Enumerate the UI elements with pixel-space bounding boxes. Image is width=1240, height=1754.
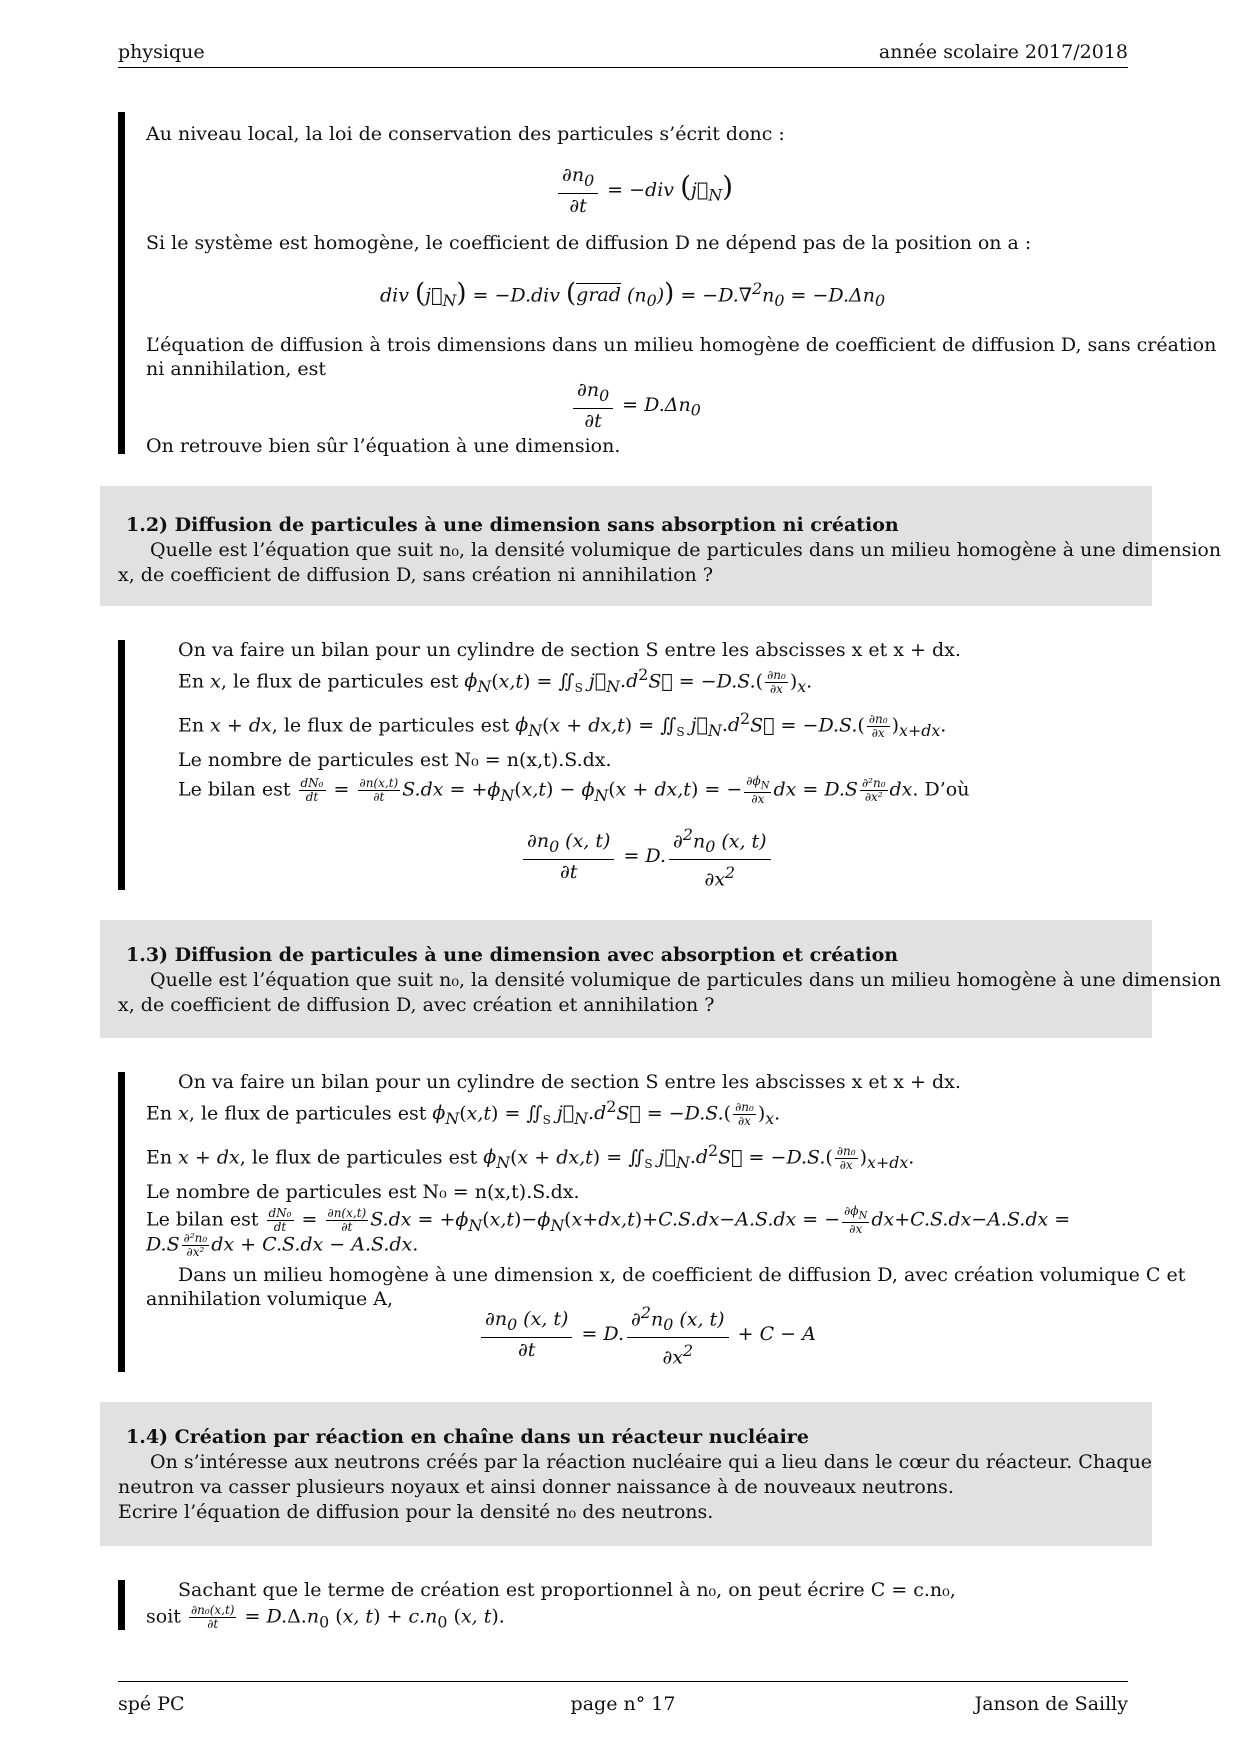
header-rule [118,67,1128,68]
page-footer [118,1692,1128,1717]
answer-1-3-line-4: Le nombre de particules est N₀ = n(x,t).S.dx. [146,1181,580,1203]
equation-diffusion-1d-source: $\frac{\partial n_0 (x, t)}{\partial t}$ = D. $\frac{\partial^2n_0 (x, t)}{\partial x^2}$ + C − A [478,1300,816,1370]
header-subject: physique [118,41,205,63]
question-title-1-3: 1.3) Diffusion de particules à une dimension avec absorption et création [126,944,899,966]
question-1-2-line-1: Quelle est l’équation que suit n₀, la densité volumique de particules dans un milieu homogène à une dimension [150,539,1222,561]
answer-1-2-line-4: Le nombre de particules est N₀ = n(x,t).S.dx. [178,749,612,771]
footer-school: Janson de Sailly [974,1693,1128,1715]
answer-1-3-line-2: En x, le flux de particules est $\phi_N(x,t)$ = $∬_S$ $j⃗_N.d^2S⃗ = -D.S$.( $\frac{\text{∂n₀}}{\partial x}$ )$_x$. [146,1097,781,1129]
answer-1-3-line-8: annihilation volumique A, [146,1288,394,1310]
answer-1-1-text-4: ni annihilation, est [146,358,327,380]
equation-diffusion-3d: $\frac{\partial n_0}{\partial t}$ = $D.\Delta n_0$ [570,378,701,434]
question-1-3-line-1: Quelle est l’équation que suit n₀, la densité volumique de particules dans un milieu homogène à une dimension [150,969,1222,991]
question-1-4-line-2: neutron va casser plusieurs noyaux et ainsi donner naissance à de nouveaux neutrons. [118,1476,954,1498]
question-1-4-line-1: On s’intéresse aux neutrons créés par la réaction nucléaire qui a lieu dans le cœur du réacteur. Chaque [150,1451,1153,1473]
answer-block-1-2 [118,640,125,890]
page-header [118,40,1128,65]
answer-block-1-1 [118,112,125,454]
answer-block-1-4 [118,1580,125,1630]
header-year: année scolaire 2017/2018 [878,41,1128,63]
answer-1-3-line-3: En x + dx, le flux de particules est $\phi_N(x + dx,t)$ = $∬_S$ $j⃗_N.d^2S⃗ = -D.S$.( $\frac{\text{∂n₀}}{\partial x}$ )$_{x+dx}$. [146,1141,915,1173]
answer-1-1-text-2: Si le système est homogène, le coefficient de diffusion D ne dépend pas de la position on a : [146,232,1032,254]
question-box-1-4 [100,1402,1152,1546]
question-1-3-line-2: x, de coefficient de diffusion D, avec création et annihilation ? [118,994,715,1016]
question-1-2-line-2: x, de coefficient de diffusion D, sans création ni annihilation ? [118,564,714,586]
question-title-1-2: 1.2) Diffusion de particules à une dimension sans absorption ni création [126,514,899,536]
answer-1-4-line-1: Sachant que le terme de création est proportionnel à n₀, on peut écrire C = c.n₀, [178,1579,956,1601]
answer-1-3-line-1: On va faire un bilan pour un cylindre de section S entre les abscisses x et x + dx. [178,1071,961,1093]
question-box-1-2 [100,486,1222,606]
answer-1-1-text-1: Au niveau local, la loi de conservation des particules s’écrit donc : [146,123,785,145]
equation-diffusion-1d: $\frac{\partial n_0 (x, t)}{\partial t}$ = D. $\frac{\partial^2n_0 (x, t)}{\partial x^2}$ [520,822,774,892]
answer-1-2-line-1: On va faire un bilan pour un cylindre de section S entre les abscisses x et x + dx. [178,639,961,661]
equation-divergence: div $(j⃗_N) = -D.div$ (grad $(n_0)) = -D.\nabla^2n_0 = -D.\Delta n_0$ [380,278,886,311]
answer-1-2-line-3: En x + dx, le flux de particules est $\phi_N(x + dx,t)$ = $∬_S$ $j⃗_N.d^2S⃗ = -D.S$.( $\frac{\text{∂n₀}}{\partial x}$ )$_{x+dx}$. [178,709,947,741]
question-box-1-3 [100,920,1222,1038]
answer-block-1-3 [118,1072,125,1372]
answer-1-3-line-6: D.S $\frac{\text{∂²n₀}}{\text{∂x²}}$ dx + C.S.dx − A.S.dx. [146,1231,419,1259]
footer-page-number: page n° 17 [570,1693,676,1715]
question-title-1-4: 1.4) Création par réaction en chaîne dans un réacteur nucléaire [126,1426,809,1448]
answer-1-4-line-2: soit $\frac{\text{∂n₀(x,t)}}{\partial t}$ = $D.\Delta.n_0$ (x, $t) + c.n_0$ (x, t). [146,1603,505,1632]
question-1-4-line-3: Ecrire l’équation de diffusion pour la densité n₀ des neutrons. [118,1501,714,1523]
footer-rule [118,1681,1128,1682]
equation-conservation: $\frac{\partial n_0}{\partial t}$ = −div $(j⃗_N)$ [555,163,733,219]
answer-1-2-line-5: Le bilan est $\frac{\text{dN₀}}{dt}$ = $\frac{\partial n(x,t)}{\partial t}$ $S.dx = +\phi_N(x,t) - \phi_N(x + dx,t)$ = − $\frac{\partial\phi_N}{\partial x}$ dx = D.S $\frac{\text{∂²n₀}}{\text{∂x²}}$ dx. D’où [178,774,970,807]
answer-1-1-text-5: On retrouve bien sûr l’équation à une dimension. [146,435,621,457]
answer-1-3-line-7: Dans un milieu homogène à une dimension x, de coefficient de diffusion D, avec création volumique C et [178,1264,1186,1286]
answer-1-1-text-3: L’équation de diffusion à trois dimensions dans un milieu homogène de coefficient de diffusion D, sans création [146,334,1217,356]
answer-1-3-line-5: Le bilan est $\frac{\text{dN₀}}{dt}$ = $\frac{\partial n(x,t)}{\partial t}$ $S.dx = +\phi_N(x,t)-\phi_N(x+dx,t)+C.S.dx-A.S.dx$ = − $\frac{\partial\phi_N}{\partial x}$ dx+C.S.dx−A.S.dx = [146,1204,1071,1237]
answer-1-2-line-2: En x, le flux de particules est $\phi_N(x,t)$ = $∬_S$ $j⃗_N.d^2S⃗ = -D.S$.( $\frac{\text{∂n₀}}{\partial x}$ )$_x$. [178,665,813,697]
footer-class: spé PC [118,1693,185,1715]
